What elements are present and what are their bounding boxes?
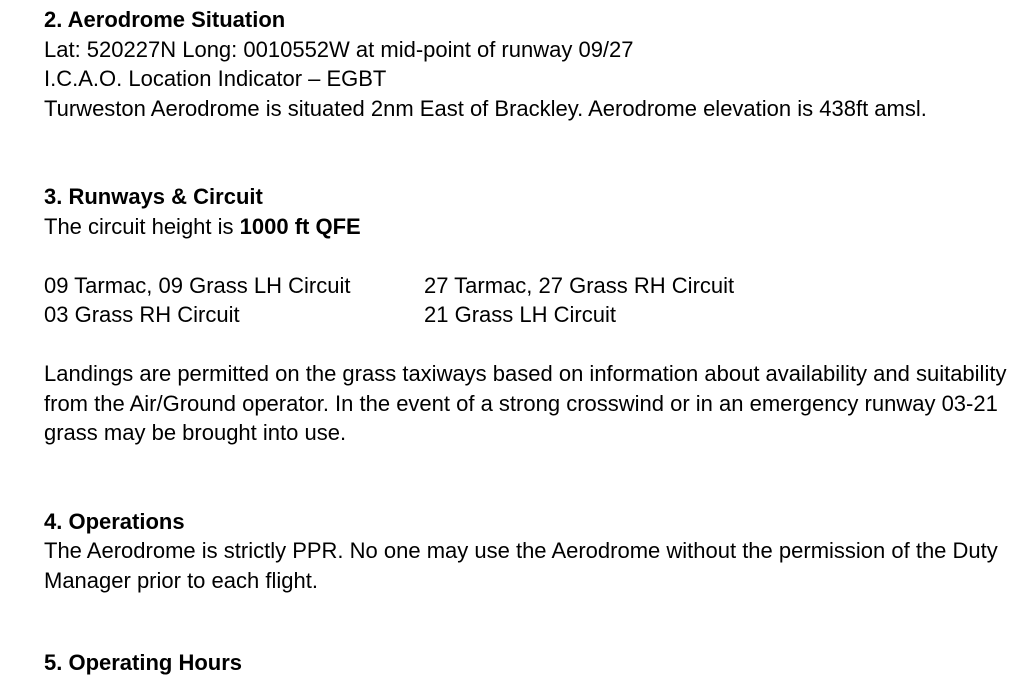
aerodrome-description-text: Turweston Aerodrome is situated 2nm East of Brackley. Aerodrome elevation is 438ft amsl. xyxy=(44,95,927,121)
lat-long-text: Lat: 520227N Long: 0010552W at mid-point of runway 09/27 xyxy=(44,36,634,62)
section-heading-aerodrome-situation: 2. Aerodrome Situation xyxy=(44,7,286,32)
circuit-cell: 27 Tarmac, 27 Grass RH Circuit xyxy=(424,272,735,298)
spacer xyxy=(44,241,1019,271)
circuit-row xyxy=(44,300,1019,330)
circuit-row xyxy=(44,271,1019,301)
landings-paragraph: Landings are permitted on the grass taxiways based on information about availability and suitability from the Air/Ground operator. In the event of a strong crosswind or in an emergency runway 03-21 grass may be brought into use. xyxy=(44,361,1007,445)
icao-location-text: I.C.A.O. Location Indicator – EGBT xyxy=(44,66,387,91)
spacer xyxy=(44,448,1019,507)
circuit-cell: 21 Grass LH Circuit xyxy=(424,302,616,327)
operations-paragraph: The Aerodrome is strictly PPR. No one may use the Aerodrome without the permission of the Duty Manager prior to each flight. xyxy=(44,538,998,593)
spacer xyxy=(44,330,1019,360)
section-heading-next: 5. Operating Hours xyxy=(44,650,243,675)
section-heading-operations: 4. Operations xyxy=(44,508,185,534)
circuit-cell: 03 Grass RH Circuit xyxy=(44,302,240,327)
circuit-height-prefix: The circuit height is xyxy=(44,213,240,239)
document-body xyxy=(44,5,1019,595)
circuit-height-value: 1000 ft QFE xyxy=(239,213,361,239)
circuit-cell: 09 Tarmac, 09 Grass LH Circuit xyxy=(44,272,351,298)
spacer xyxy=(44,123,1019,182)
circuit-height-text xyxy=(44,212,1019,242)
section-heading-runways-circuit: 3. Runways & Circuit xyxy=(44,184,263,209)
